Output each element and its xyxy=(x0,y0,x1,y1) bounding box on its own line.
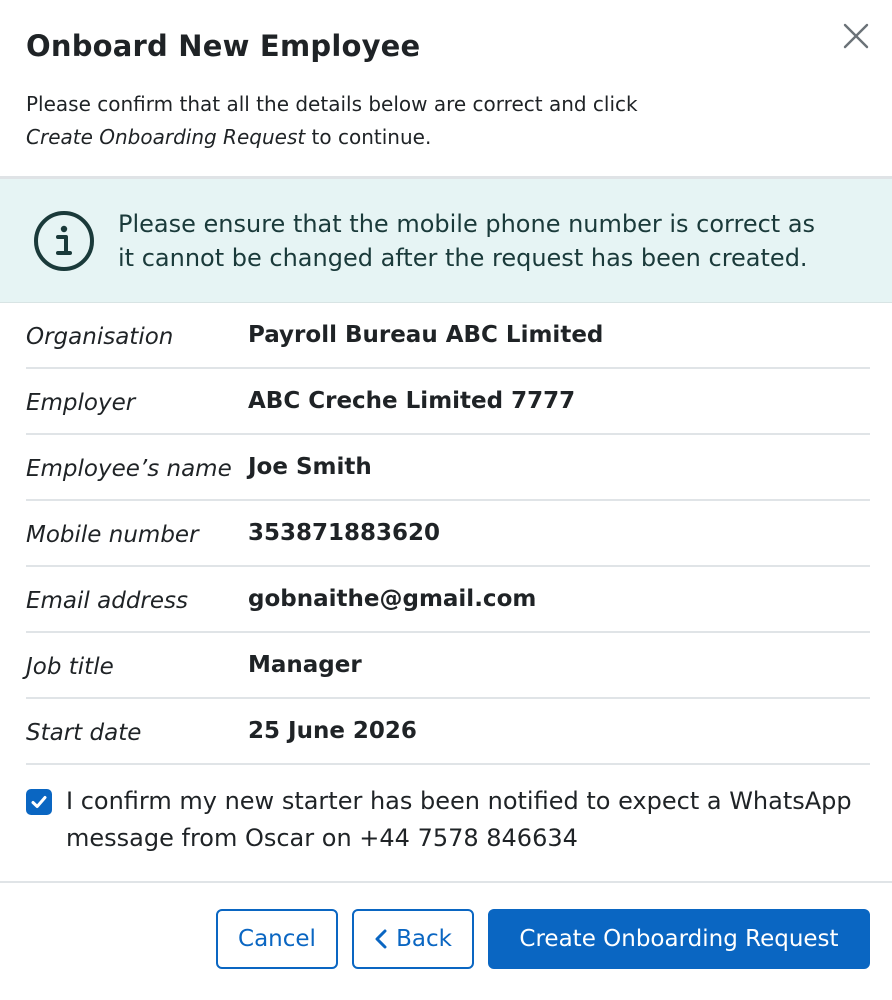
confirm-checkbox[interactable] xyxy=(26,789,52,815)
detail-row-job-title xyxy=(26,633,870,699)
info-banner-text xyxy=(118,207,815,275)
checkmark-icon xyxy=(30,793,48,811)
close-button[interactable] xyxy=(838,18,874,54)
detail-label: Email address xyxy=(26,588,188,614)
detail-value: Manager xyxy=(248,652,362,678)
confirmation xyxy=(0,765,892,881)
dialog-intro xyxy=(26,88,866,154)
detail-row-start-date xyxy=(26,699,870,765)
info-banner xyxy=(0,179,892,303)
confirm-label-line-2: message from Oscar on +44 7578 846634 xyxy=(66,824,578,852)
detail-value: 25 June 2026 xyxy=(248,718,417,744)
detail-row-employee-name xyxy=(26,435,870,501)
detail-row-email-address xyxy=(26,567,870,633)
detail-value: ABC Creche Limited 7777 xyxy=(248,388,576,414)
info-banner-line-1: Please ensure that the mobile phone number is correct as xyxy=(118,209,816,238)
dialog-footer xyxy=(0,883,892,969)
detail-label: Organisation xyxy=(26,324,174,350)
intro-suffix: to continue. xyxy=(305,125,432,149)
detail-value: Joe Smith xyxy=(248,454,372,480)
details-list xyxy=(0,303,892,765)
detail-label: Employee’s name xyxy=(26,456,232,482)
detail-value: gobnaithe@gmail.com xyxy=(248,586,537,612)
detail-label: Start date xyxy=(26,720,142,746)
detail-label: Employer xyxy=(26,390,136,416)
detail-row-organisation xyxy=(26,303,870,369)
detail-row-mobile-number xyxy=(26,501,870,567)
intro-emphasis: Create Onboarding Request xyxy=(26,125,306,149)
detail-label: Mobile number xyxy=(26,522,199,548)
close-icon xyxy=(842,22,870,50)
back-button[interactable] xyxy=(352,909,474,969)
confirm-label-line-1: I confirm my new starter has been notified to expect a WhatsApp xyxy=(66,787,852,815)
intro-line-2 xyxy=(26,121,866,154)
cancel-button[interactable]: Cancel xyxy=(216,909,338,969)
back-button-label: Back xyxy=(396,926,452,952)
confirm-label[interactable] xyxy=(66,783,852,857)
dialog-title: Onboard New Employee xyxy=(26,29,421,63)
create-onboarding-request-button[interactable]: Create Onboarding Request xyxy=(488,909,870,969)
info-banner-line-2: it cannot be changed after the request has been created. xyxy=(118,243,808,272)
chevron-left-icon xyxy=(374,928,388,950)
detail-value: 353871883620 xyxy=(248,520,441,546)
detail-label: Job title xyxy=(26,654,114,680)
detail-row-employer xyxy=(26,369,870,435)
intro-line-1: Please confirm that all the details below are correct and click xyxy=(26,92,638,116)
detail-value: Payroll Bureau ABC Limited xyxy=(248,322,604,348)
dialog-header xyxy=(0,0,892,176)
info-icon xyxy=(32,209,96,273)
